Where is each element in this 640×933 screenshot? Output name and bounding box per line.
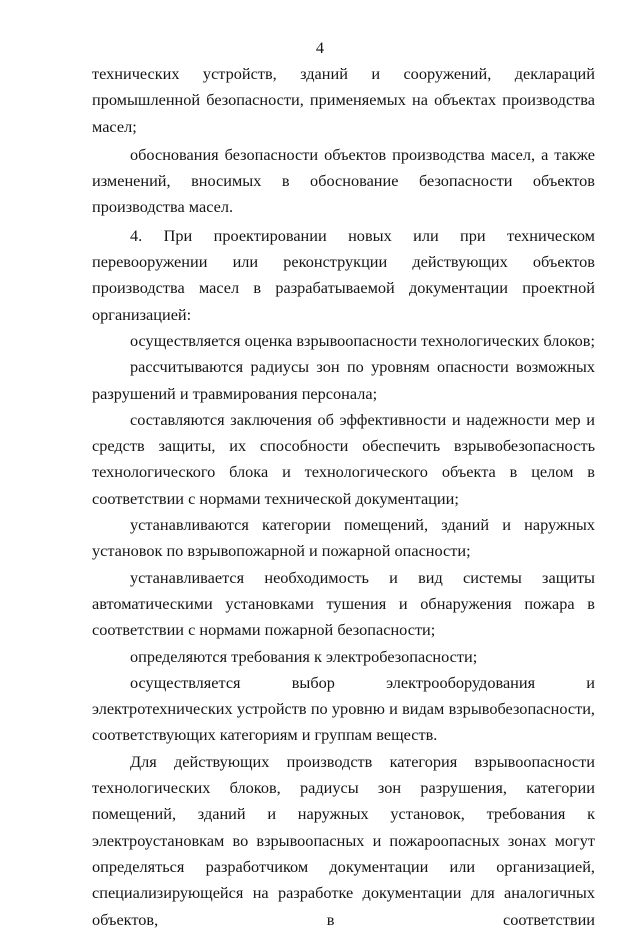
paragraph: 4. При проектировании новых или при техническом перевооружении или реконструкции действующих объектов производства масел в разрабатываемой документации проектной организацией: [92, 225, 595, 324]
paragraph: обоснования безопасности объектов производства масел, а также изменений, вносимых в обоснование безопасности объектов производства масел. [92, 144, 595, 217]
page-number: 4 [315, 38, 325, 57]
paragraph: технических устройств, зданий и сооружений, деклараций промышленной безопасности, применяемых на объектах производства масел; [92, 64, 595, 136]
paragraph: составляются заключения об эффективности и надежности мер и средств защиты, их способности обеспечить взрывобезопасность технологического блока и технологического объекта в целом в соответствии с нормами технической документации; [92, 409, 595, 508]
paragraph: осуществляется оценка взрывоопасности технологических блоков; [130, 330, 596, 350]
paragraph: устанавливается необходимость и вид системы защиты автоматическими установками тушения и обнаружения пожара в соответствии с нормами пожарной безопасности; [92, 567, 595, 640]
paragraph: Для действующих производств категория взрывоопасности технологических блоков, радиусы зон разрушения, категории помещений, зданий и наружных установок, требования к электроустановкам во взрывоопасных и пожароопасных зонах могут определяться разработчиком документации или организацией, специализирующейся на разработке документации для аналогичных объектов, в соответствии [92, 751, 595, 929]
paragraph: устанавливаются категории помещений, зданий и наружных установок по взрывопожарной и пожарной опасности; [92, 515, 595, 561]
paragraph: определяются требования к электробезопасности; [130, 646, 478, 666]
document-body [92, 61, 595, 933]
paragraph: осуществляется выбор электрооборудования и электротехнических устройств по уровню и видам взрывобезопасности, соответствующих категориям и группам веществ. [92, 672, 595, 745]
paragraph: рассчитываются радиусы зон по уровням опасности возможных разрушений и травмирования персонала; [92, 357, 595, 403]
